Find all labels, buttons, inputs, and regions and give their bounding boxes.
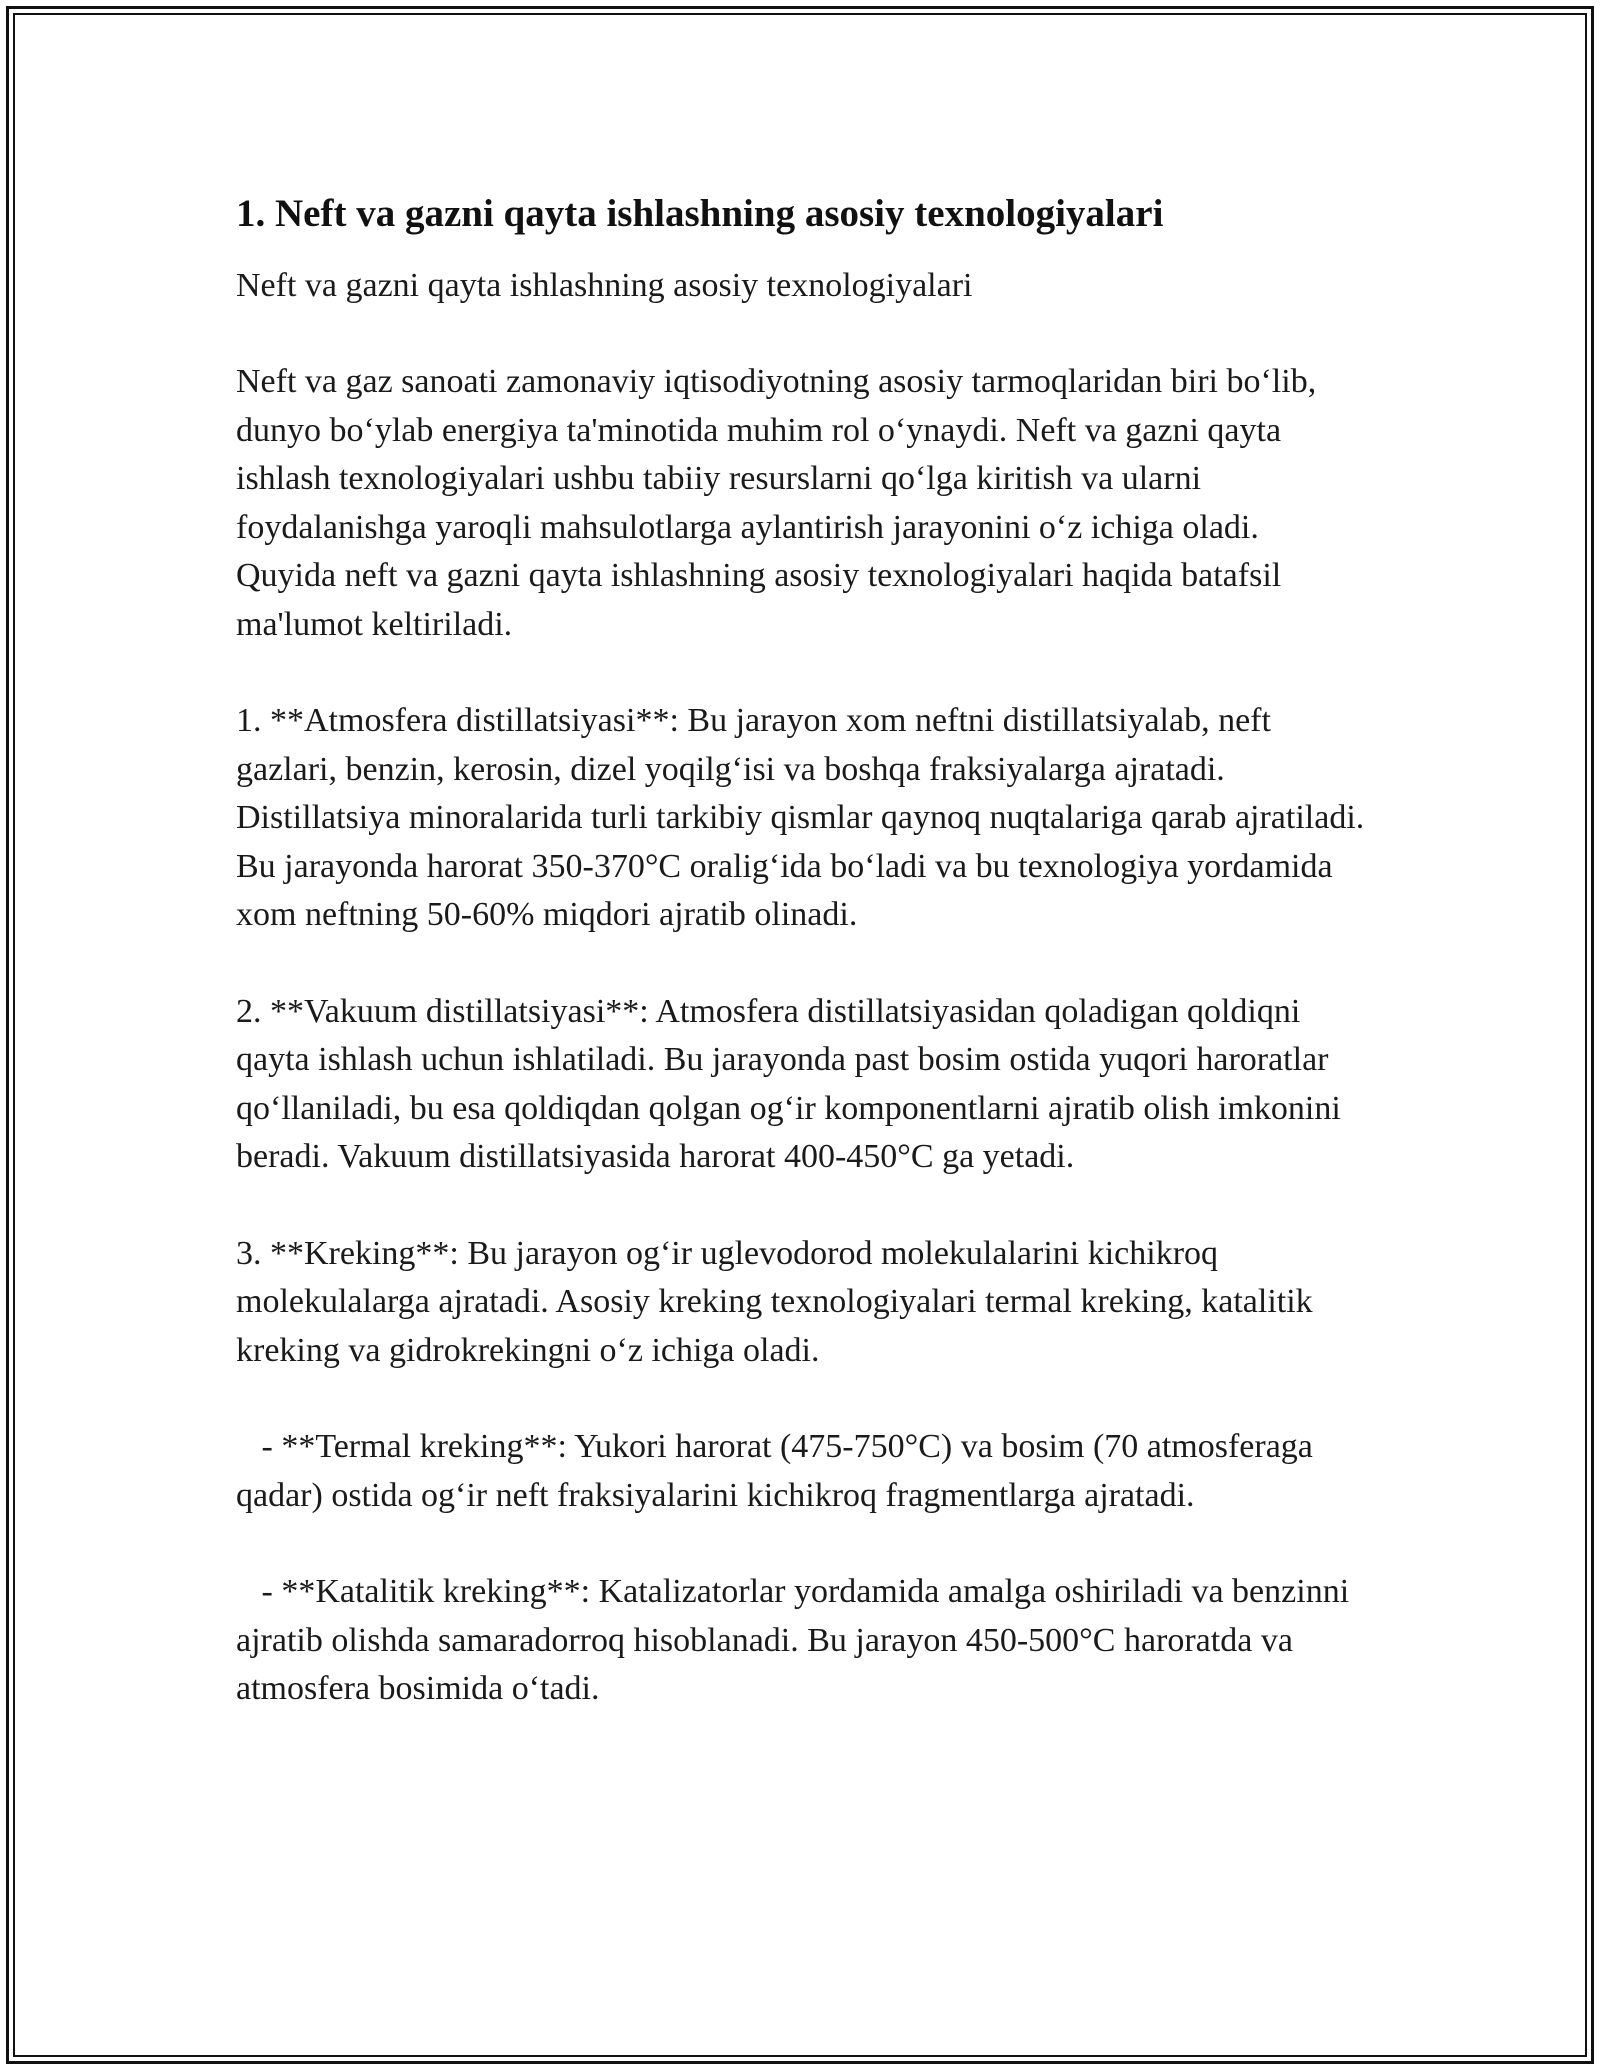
paragraph-katalitik-kreking: - **Katalitik kreking**: Katalizatorlar yordamida amalga oshiriladi va benzinni ajratib olishda samaradorroq hisoblanadi. Bu jarayon 450-500°C haroratda va atmosfera bosimida o‘tadi. (236, 1573, 1358, 1707)
paragraph-atmosfera-distillatsiyasi: 1. **Atmosfera distillatsiyasi**: Bu jarayon xom neftni distillatsiyalab, neft gazlari, benzin, kerosin, dizel yoqilg‘isi va boshqa fraksiyalarga ajratadi. Distillatsiya minoralarida turli tarkibiy qismlar qaynoq nuqtalariga qarab ajratiladi. Bu jarayonda harorat 350-370°C oralig‘ida bo‘ladi va bu texnologiya yordamida xom neftning 50-60% miqdori ajratib olinadi. (236, 702, 1365, 933)
paragraph-vakuum-distillatsiyasi: 2. **Vakuum distillatsiyasi**: Atmosfera distillatsiyasidan qoladigan qoldiqni qayta ishlash uchun ishlatiladi. Bu jarayonda past bosim ostida yuqori haroratlar qo‘llaniladi, bu esa qoldiqdan qolgan og‘ir komponentlarni ajratib olish imkonini beradi. Vakuum distillatsiyasida harorat 400-450°C ga yetadi. (236, 992, 1341, 1175)
document-body (236, 188, 1366, 1714)
intro-paragraph: Neft va gaz sanoati zamonaviy iqtisodiyotning asosiy tarmoqlaridan biri bo‘lib, dunyo bo‘ylab energiya ta'minotida muhim rol o‘ynaydi. Neft va gazni qayta ishlash texnologiyalari ushbu tabiiy resurslarni qo‘lga kiritish va ularni foydalanishga yaroqli mahsulotlarga aylantirish jarayonini o‘z ichiga oladi. Quyida neft va gazni qayta ishlashning asosiy texnologiyalari haqida batafsil ma'lumot keltiriladi. (236, 363, 1317, 643)
paragraph-termal-kreking: - **Termal kreking**: Yukori harorat (475-750°C) va bosim (70 atmosferaga qadar) ostida og‘ir neft fraksiyalarini kichikroq fragmentlarga ajratadi. (236, 1428, 1322, 1514)
document-title: 1. Neft va gazni qayta ishlashning asosiy texnologiyalari (236, 192, 1164, 235)
document-subtitle: Neft va gazni qayta ishlashning asosiy texnologiyalari (236, 267, 973, 304)
paragraph-kreking: 3. **Kreking**: Bu jarayon og‘ir uglevodorod molekulalarini kichikroq molekulalarga ajratadi. Asosiy kreking texnologiyalari termal kreking, katalitik kreking va gidrokrekingni o‘z ichiga oladi. (236, 1234, 1313, 1369)
